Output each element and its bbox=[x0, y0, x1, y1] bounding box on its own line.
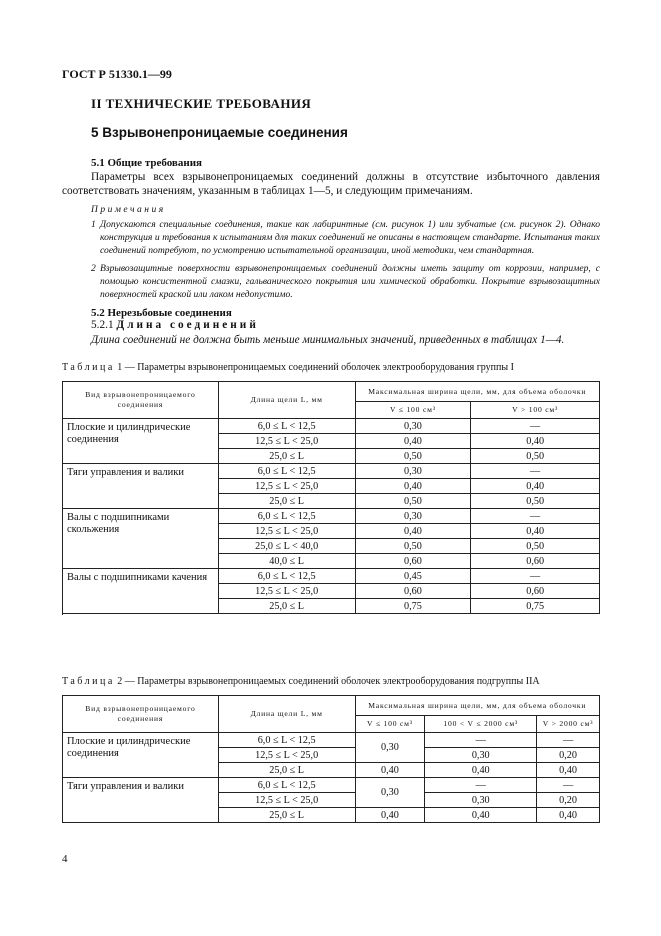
value-cell: 0,50 bbox=[471, 449, 600, 464]
value-cell: — bbox=[537, 778, 600, 793]
gap-length-cell: 25,0 ≤ L bbox=[218, 808, 355, 823]
value-cell: — bbox=[537, 733, 600, 748]
joint-type-cell: Валы с подшипниками скольжения bbox=[63, 509, 219, 569]
header-joint-type: Вид взрывонепроницаемого соединения bbox=[63, 382, 219, 419]
note-2 bbox=[91, 262, 600, 301]
value-cell: 0,30 bbox=[355, 464, 471, 479]
table-label: Таблица bbox=[62, 676, 115, 687]
value-cell: — bbox=[471, 419, 600, 434]
note-number: 1 bbox=[91, 219, 96, 230]
gap-length-cell: 6,0 ≤ L < 12,5 bbox=[218, 733, 355, 748]
value-cell: 0,60 bbox=[355, 584, 471, 599]
table-row bbox=[63, 569, 600, 584]
header-volume-3: V > 2000 см³ bbox=[537, 716, 600, 733]
value-cell: 0,30 bbox=[425, 748, 537, 763]
gap-length-cell: 6,0 ≤ L < 12,5 bbox=[218, 419, 355, 434]
gap-length-cell: 6,0 ≤ L < 12,5 bbox=[218, 569, 355, 584]
clause-title: Длина соединений bbox=[116, 319, 259, 331]
table-2-caption bbox=[62, 676, 540, 687]
gap-length-cell: 25,0 ≤ L bbox=[218, 599, 355, 614]
note-number: 2 bbox=[91, 263, 96, 274]
value-cell-merged: 0,30 bbox=[355, 733, 425, 763]
gap-length-cell: 25,0 ≤ L bbox=[218, 449, 355, 464]
document-header: ГОСТ Р 51330.1—99 bbox=[62, 67, 172, 81]
table-row bbox=[63, 509, 600, 524]
header-volume-1: V ≤ 100 см³ bbox=[355, 402, 471, 419]
header-volume-2: V > 100 см³ bbox=[471, 402, 600, 419]
value-cell: 0,40 bbox=[471, 524, 600, 539]
value-cell: 0,40 bbox=[471, 434, 600, 449]
value-cell: 0,20 bbox=[537, 748, 600, 763]
subsection-5-2-title: 5.2 Нерезьбовые соединения bbox=[91, 307, 232, 319]
value-cell: 0,30 bbox=[355, 419, 471, 434]
joint-type-cell: Валы с подшипниками качения bbox=[63, 569, 219, 614]
page-number: 4 bbox=[62, 853, 68, 865]
value-cell: 0,60 bbox=[471, 584, 600, 599]
note-text: Допускаются специальные соединения, такие как лабиринтные (см. рисунок 1) или зубчатые (см. рисунок 2). Однако конструкция и требования к испытаниям для таких соединений не описаны в настоящем стандарте. Испытания таких соединений потребуют, по усмотрению испытательной организации, иной методики, чем стандартная. bbox=[100, 219, 600, 256]
gap-length-cell: 25,0 ≤ L bbox=[218, 494, 355, 509]
note-text: Взрывозащитные поверхности взрывонепроницаемых соединений должны иметь защиту от коррозии, например, с помощью консистентной смазки, гальванического покрытия или химической обработки. Покрытие взрывозащитных поверхностей краской или лаком недопустимо. bbox=[100, 263, 600, 300]
value-cell: — bbox=[471, 509, 600, 524]
value-cell: 0,40 bbox=[537, 763, 600, 778]
joint-type-cell: Плоские и цилиндрические соединения bbox=[63, 419, 219, 464]
header-gap-length: Длина щели L, мм bbox=[218, 696, 355, 733]
header-volume-1: V ≤ 100 см³ bbox=[355, 716, 425, 733]
value-cell: 0,75 bbox=[471, 599, 600, 614]
value-cell: 0,40 bbox=[355, 524, 471, 539]
subsection-5-2-1-text: Длина соединений не должна быть меньше минимальных значений, приведенных в таблицах 1—4. bbox=[91, 334, 565, 346]
table-label: Таблица bbox=[62, 362, 115, 373]
value-cell: — bbox=[425, 733, 537, 748]
value-cell: 0,60 bbox=[471, 554, 600, 569]
table-row bbox=[63, 419, 600, 434]
joint-type-cell: Тяги управления и валики bbox=[63, 464, 219, 509]
value-cell: 0,60 bbox=[355, 554, 471, 569]
value-cell: 0,50 bbox=[471, 539, 600, 554]
value-cell: 0,75 bbox=[355, 599, 471, 614]
gap-length-cell: 25,0 ≤ L bbox=[218, 763, 355, 778]
value-cell: 0,40 bbox=[355, 434, 471, 449]
gap-length-cell: 12,5 ≤ L < 25,0 bbox=[218, 524, 355, 539]
value-cell: — bbox=[471, 569, 600, 584]
chapter-title: 5 Взрывонепроницаемые соединения bbox=[91, 125, 348, 140]
table-row bbox=[63, 778, 600, 793]
value-cell: 0,45 bbox=[355, 569, 471, 584]
clause-number: 5.2.1 bbox=[91, 319, 114, 331]
note-1 bbox=[91, 218, 600, 257]
gap-length-cell: 6,0 ≤ L < 12,5 bbox=[218, 778, 355, 793]
table-caption-text: 1 — Параметры взрывонепроницаемых соединений оболочек электрооборудования группы I bbox=[117, 362, 514, 373]
value-cell: 0,50 bbox=[355, 539, 471, 554]
value-cell: 0,50 bbox=[471, 494, 600, 509]
subsection-5-1-text: Параметры всех взрывонепроницаемых соединений должны в отсутствие избыточного давления соответствовать значениям, указанным в таблицах 1—5, и следующим примечаниям. bbox=[62, 171, 600, 197]
gap-length-cell: 6,0 ≤ L < 12,5 bbox=[218, 464, 355, 479]
subsection-5-2-1-heading bbox=[91, 319, 259, 331]
value-cell: 0,40 bbox=[425, 808, 537, 823]
joint-type-cell: Тяги управления и валики bbox=[63, 778, 219, 823]
value-cell: 0,50 bbox=[355, 449, 471, 464]
value-cell: 0,30 bbox=[355, 509, 471, 524]
table-caption-text: 2 — Параметры взрывонепроницаемых соединений оболочек электрооборудования подгруппы IIA bbox=[117, 676, 540, 687]
value-cell: 0,40 bbox=[425, 763, 537, 778]
table-2 bbox=[62, 695, 600, 823]
gap-length-cell: 12,5 ≤ L < 25,0 bbox=[218, 584, 355, 599]
table-row bbox=[63, 464, 600, 479]
table-1 bbox=[62, 381, 600, 614]
gap-length-cell: 40,0 ≤ L bbox=[218, 554, 355, 569]
value-cell: 0,40 bbox=[537, 808, 600, 823]
header-joint-type: Вид взрывонепроницаемого соединения bbox=[63, 696, 219, 733]
table-1-caption bbox=[62, 362, 514, 373]
section-title: II ТЕХНИЧЕСКИЕ ТРЕБОВАНИЯ bbox=[91, 96, 312, 111]
value-cell-merged: 0,30 bbox=[355, 778, 425, 808]
gap-length-cell: 12,5 ≤ L < 25,0 bbox=[218, 479, 355, 494]
joint-type-cell: Плоские и цилиндрические соединения bbox=[63, 733, 219, 778]
value-cell: 0,20 bbox=[537, 793, 600, 808]
gap-length-cell: 12,5 ≤ L < 25,0 bbox=[218, 793, 355, 808]
value-cell: — bbox=[471, 464, 600, 479]
header-max-gap: Максимальная ширина щели, мм, для объема оболочки bbox=[355, 696, 600, 716]
subsection-5-1-title: 5.1 Общие требования bbox=[91, 157, 202, 169]
header-gap-length: Длина щели L, мм bbox=[218, 382, 355, 419]
gap-length-cell: 12,5 ≤ L < 25,0 bbox=[218, 748, 355, 763]
value-cell: 0,40 bbox=[471, 479, 600, 494]
gap-length-cell: 25,0 ≤ L < 40,0 bbox=[218, 539, 355, 554]
notes-heading: Примечания bbox=[91, 205, 166, 215]
value-cell: 0,40 bbox=[355, 808, 425, 823]
value-cell: 0,40 bbox=[355, 763, 425, 778]
value-cell: 0,50 bbox=[355, 494, 471, 509]
table-row bbox=[63, 733, 600, 748]
header-volume-2: 100 < V ≤ 2000 см³ bbox=[425, 716, 537, 733]
gap-length-cell: 6,0 ≤ L < 12,5 bbox=[218, 509, 355, 524]
value-cell: 0,40 bbox=[355, 479, 471, 494]
value-cell: 0,30 bbox=[425, 793, 537, 808]
header-max-gap: Максимальная ширина щели, мм, для объема оболочки bbox=[355, 382, 599, 402]
gap-length-cell: 12,5 ≤ L < 25,0 bbox=[218, 434, 355, 449]
value-cell: — bbox=[425, 778, 537, 793]
